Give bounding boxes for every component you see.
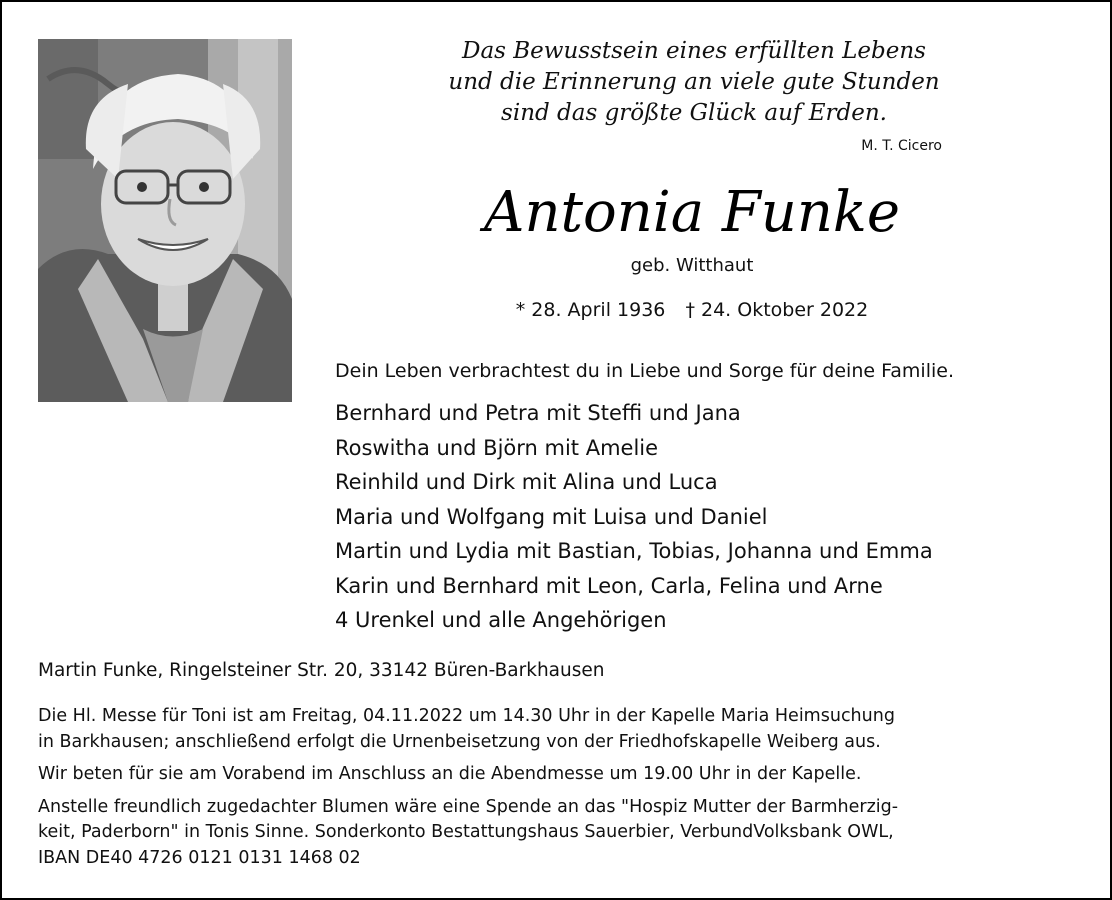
- prayer-line: Wir beten für sie am Vorabend im Anschluss an die Abendmesse um 19.00 Uhr in der Kapelle.: [38, 764, 862, 784]
- quote-author: M. T. Cicero: [861, 138, 942, 154]
- family-address: Martin Funke, Ringelsteiner Str. 20, 33142 Büren-Barkhausen: [38, 660, 605, 681]
- birth-name: geb. Witthaut: [630, 255, 754, 276]
- mourner-entry: Reinhild und Dirk mit Alina und Luca: [335, 470, 718, 494]
- tribute-line: Dein Leben verbrachtest du in Liebe und Sorge für deine Familie.: [335, 360, 954, 382]
- quote-line: Das Bewusstsein eines erfüllten Lebens: [462, 38, 926, 64]
- mass-line: in Barkhausen; anschließend erfolgt die Urnenbeisetzung von der Friedhofskapelle Weiberg aus.: [38, 731, 881, 752]
- quote-line: und die Erinnerung an viele gute Stunden: [448, 69, 940, 95]
- service-information: [38, 704, 1088, 878]
- deceased-name: Antonia Funke: [484, 180, 900, 245]
- portrait-photo: [38, 39, 292, 402]
- memorial-quote: [374, 36, 1014, 129]
- prayer-details: [38, 762, 1088, 788]
- donation-line: IBAN DE40 4726 0121 0131 1468 02: [38, 847, 361, 868]
- life-dates: [374, 299, 1010, 321]
- mass-details: [38, 704, 1088, 755]
- death-date: † 24. Oktober 2022: [685, 299, 869, 321]
- mourner-entry: 4 Urenkel und alle Angehörigen: [335, 608, 667, 632]
- mourner-entry: Maria und Wolfgang mit Luisa und Daniel: [335, 504, 768, 529]
- donation-line: Anstelle freundlich zugedachter Blumen wäre eine Spende an das "Hospiz Mutter der Barmherzig-: [38, 796, 899, 817]
- donation-details: [38, 795, 1088, 872]
- mourner-entry: Karin und Bernhard mit Leon, Carla, Felina und Arne: [335, 573, 883, 598]
- mourners-list: [335, 396, 1095, 638]
- portrait-image: [38, 39, 292, 402]
- donation-line: keit, Paderborn" in Tonis Sinne. Sonderkonto Bestattungshaus Sauerbier, VerbundVolksbank OWL,: [38, 822, 894, 842]
- quote-line: sind das größte Glück auf Erden.: [501, 100, 887, 126]
- mourner-entry: Roswitha und Björn mit Amelie: [335, 435, 659, 460]
- birth-date: * 28. April 1936: [515, 299, 666, 321]
- mourner-entry: Bernhard und Petra mit Steffi und Jana: [335, 401, 741, 425]
- mourner-entry: Martin und Lydia mit Bastian, Tobias, Johanna und Emma: [335, 539, 933, 563]
- mass-line: Die Hl. Messe für Toni ist am Freitag, 04.11.2022 um 14.30 Uhr in der Kapelle Maria Heimsuchung: [38, 706, 895, 726]
